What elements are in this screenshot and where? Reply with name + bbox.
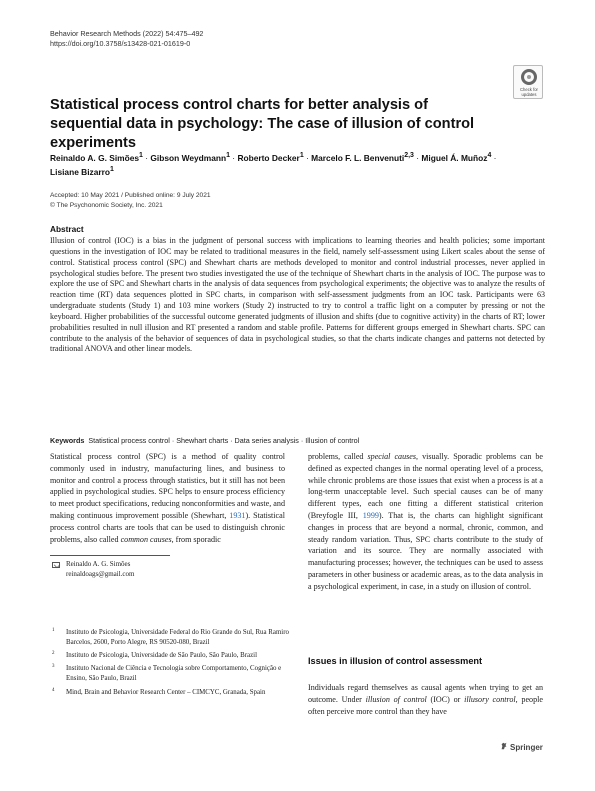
body-column-left — [50, 451, 285, 545]
check-updates-icon — [521, 69, 537, 85]
citation-link[interactable]: 1999 — [362, 510, 379, 520]
corresponding-email[interactable]: reinaldoags@gmail.com — [66, 570, 135, 578]
body-column-right — [308, 451, 543, 593]
author-affiliation-ref: 1 — [139, 152, 143, 159]
affiliation-item: 1 Instituto de Psicologia, Universidade Federal do Rio Grande do Sul, Rua Ramiro Barcelos, 2600, Porto Alegre, RS 90520-080, Brazil — [52, 628, 289, 646]
badge-line-2: updates — [521, 92, 537, 97]
affiliation-item: 3 Instituto Nacional de Ciência e Tecnologia sobre Comportamento, Cognição e Ensino, São Paulo, Brazil — [52, 664, 282, 683]
body-paragraph: Statistical process control (SPC) is a method of quality control commonly used in industry, manufacturing lines, and business to monitor and control a process through statistics, but it still has not been applied in psychological studies. SPC helps to ensure process efficiency to meet product specifications, reducing nonconformities and waste, and making continuous improvement possible (Shewhart, 1931). Statistical process control charts are tools that can be used to distinguish chronic problems, also called common causes, from sporadic — [50, 452, 285, 544]
author-name[interactable]: Roberto Decker — [237, 152, 300, 163]
publication-dates — [50, 191, 211, 210]
envelope-icon — [52, 562, 60, 568]
author-affiliation-ref: 1 — [110, 165, 114, 173]
copyright-notice: © The Psychonomic Society, Inc. 2021 — [50, 201, 163, 209]
publisher-name: Springer — [510, 743, 543, 752]
check-for-updates-badge[interactable] — [513, 65, 543, 99]
body-paragraph: problems, called special causes, visually. Sporadic problems can be defined as expected changes in the normal operating level of a process, while chronic problems are those issues that exist when a process is at a long-term unacceptable level. Such special causes can be of many different types, each one fitting a different statistical criterion (Breyfogle III, 1999). That is, the charts can highlight significant changes in process that are beyond a normal, chronic, common, and steady random variation. Thus, SPC charts contribute to the study of variation and its source. They are normally associated with manufacturing processes; however, the techniques can be used to assess parameters in other business or academic areas, as to the data analysis in a psychological experiment, in case, in a study on illusion of control. — [308, 452, 544, 591]
author-affiliation-ref: 4 — [487, 152, 492, 159]
author-name[interactable]: Reinaldo A. G. Simões — [50, 152, 140, 163]
author-name[interactable]: Lisiane Bizarro — [50, 166, 111, 177]
author-name[interactable]: Marcelo F. L. Benvenuti — [311, 152, 405, 163]
accepted-published-dates: Accepted: 10 May 2021 / Published online: 9 July 2021 — [50, 192, 211, 199]
journal-header — [50, 29, 203, 49]
keywords-label: Keywords — [50, 436, 85, 445]
affiliation-item: 4 Mind, Brain and Behavior Research Center – CIMCYC, Granada, Spain — [52, 687, 266, 696]
author-name[interactable]: Miguel Á. Muñoz — [421, 152, 488, 163]
correspondence — [66, 559, 134, 579]
journal-citation: Behavior Research Methods (2022) 54:475–492 — [50, 29, 204, 38]
body-column-right-section — [308, 682, 543, 717]
badge-line-1: Check for — [520, 87, 538, 92]
author-name[interactable]: Gibson Weydmann — [150, 152, 227, 163]
keywords-list: Statistical process control · Shewhart charts · Data series analysis · Illusion of control — [88, 436, 360, 445]
abstract-text: Illusion of control (IOC) is a bias in the judgment of personal success with implications to learning theories and health policies; some important questions in the investigation of IOC may be related to traditional measures in the field, namely self-assessment using Likert scales about the sense of control. Statistical process control (SPC) and Shewhart charts are methods developed to monitor and control industrial processes, never applied in psychological studies before. The present two studies investigated the use of the technique of Shewhart charts in the analysis of IOC. The purpose was to explore the use of SPC and Shewhart charts in the analysis of data sequences from psychological experiments; the objective was to analyze the results of reaction time (RT) data sequences plotted in SPC charts, in comparison with self-assessment judgments from an IOC task. Participants were 63 undergraduate students (Study 1) and 103 mine workers (Study 2) instructed to try to control a traffic light on a computer by pressing or not the keyboard. Higher probabilities of the successful outcome generated judgments of illusion and shifts (due to cognitive activity) in the charts of RT; lower probabilities resulted in null illusion and RT presented a random and stable profile. Patterns for different groups emerged in Shewhart charts. SPC can contribute to the analysis of the behavior of sequences of data in psychological studies, so that the charts indicate changes and patterns not detected by traditional ANOVA and other linear models. — [50, 236, 545, 354]
section-heading: Issues in illusion of control assessment — [308, 656, 483, 666]
footnote-divider — [50, 555, 170, 556]
affiliation-item: 2 Instituto de Psicologia, Universidade de São Paulo, São Paulo, Brazil — [52, 651, 257, 660]
corresponding-author: Reinaldo A. G. Simões — [66, 560, 131, 568]
citation-link[interactable]: 1931 — [229, 510, 246, 520]
author-affiliation-ref: 2,3 — [404, 152, 414, 159]
affiliations — [50, 628, 295, 701]
doi-link[interactable]: https://doi.org/10.3758/s13428-021-01619-0 — [50, 39, 191, 48]
body-paragraph: Individuals regard themselves as causal agents when trying to get an outcome. Under illusion of control (IOC) or illusory control, people often perceive more control than they have — [308, 683, 543, 716]
author-list: Reinaldo A. G. Simões$^1$ · Gibson Weydmann$^1$ · Roberto Decker$^1$ · Marcelo F. L. Benvenuti$^{2,3}$ · Miguel Á. Muñoz$^4$ · Lisiane Bizarro$^1$ — [50, 152, 497, 177]
springer-logo-icon — [500, 742, 508, 750]
abstract-heading: Abstract — [50, 224, 84, 234]
author-affiliation-ref: 1 — [299, 152, 304, 159]
author-affiliation-ref: 1 — [226, 152, 230, 159]
keywords — [50, 436, 545, 446]
article-title: Statistical process control charts for better analysis of sequential data in psychology: The case of illusion of control experiments — [50, 97, 475, 151]
